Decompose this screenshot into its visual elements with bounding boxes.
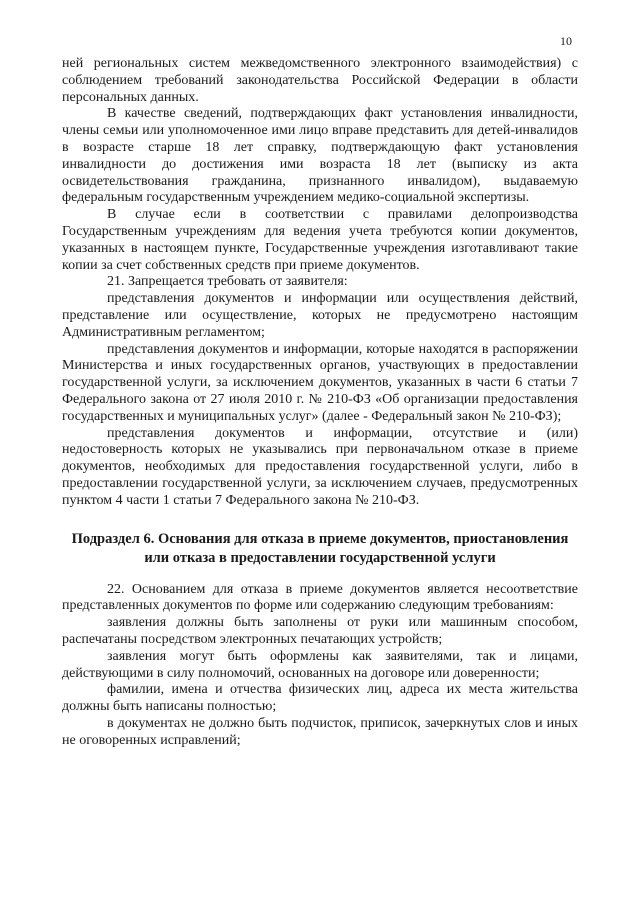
paragraph: В случае если в соответствии с правилами делопроизводства Государственным учреждениям для ведения учета требуются копии документов, указанных в настоящем пункте, Государственные учреждения изготавливают такие копии за счет собственных средств при приеме документов. <box>62 207 578 273</box>
paragraph: представления документов и информации, которые находятся в распоряжении Министерства и иных государственных органов, участвующих в предоставлении государственной услуги, за исключением документов, указанных в части 6 статьи 7 Федерального закона от 27 июля 2010 г. № 210-ФЗ «Об организации предоставления государственных и муниципальных услуг» (далее - Федеральный закон № 210-ФЗ); <box>62 341 578 424</box>
paragraph: фамилии, имена и отчества физических лиц, адреса их места жительства должны быть написаны полностью; <box>62 682 578 715</box>
paragraph: представления документов и информации, отсутствие и (или) недостоверность которых не указывались при первоначальном отказе в приеме документов, необходимых для предоставления государственной услуги, либо в предоставлении государственной услуги, за исключением случаев, предусмотренных пунктом 4 части 1 статьи 7 Федерального закона № 210-ФЗ. <box>62 425 578 508</box>
paragraph: представления документов и информации или осуществления действий, представление или осуществление, которых не предусмотрено настоящим Административным регламентом; <box>62 291 578 340</box>
paragraph: заявления могут быть оформлены как заявителями, так и лицами, действующими в силу полномочий, основанных на договоре или доверенности; <box>62 648 578 681</box>
section-heading: Подраздел 6. Основания для отказа в приеме документов, приостановления или отказа в предоставлении государственной услуги <box>71 530 569 566</box>
paragraph: ней региональных систем межведомственного электронного взаимодействия) с соблюдением требований законодательства Российской Федерации в области персональных данных. <box>62 56 578 105</box>
page-number: 10 <box>560 34 572 48</box>
paragraph: в документах не должно быть подчисток, приписок, зачеркнутых слов и иных не оговоренных исправлений; <box>62 715 578 748</box>
paragraph: 22. Основанием для отказа в приеме документов является несоответствие представленных документов по форме или содержанию следующим требованиям: <box>62 581 578 614</box>
paragraph: В качестве сведений, подтверждающих факт установления инвалидности, члены семьи или уполномоченное ими лицо вправе представить для детей-инвалидов в возрасте старше 18 лет справку, подтверждающую факт установления инвалидности до достижения ими возраста 18 лет (выписку из акта освидетельствования гражданина, признанного инвалидом), выдаваемую федеральным государственным учреждением медико-социальной экспертизы. <box>62 106 578 206</box>
paragraph: заявления должны быть заполнены от руки или машинным способом, распечатаны посредством электронных печатающих устройств; <box>62 615 578 647</box>
document-body <box>62 56 578 749</box>
paragraph: 21. Запрещается требовать от заявителя: <box>107 274 348 290</box>
